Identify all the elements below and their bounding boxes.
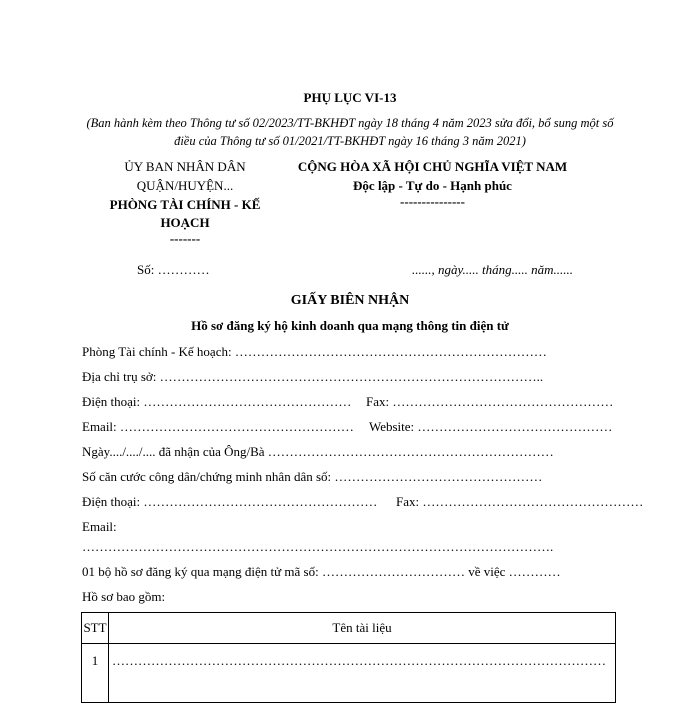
document-name-header: Tên tài liệu bbox=[109, 613, 616, 644]
applicant-email-dots: ………………………………………………………………………………………………. bbox=[82, 539, 554, 554]
applicant-email-label: Email: bbox=[82, 519, 117, 534]
national-motto: Độc lập - Tự do - Hạnh phúc bbox=[353, 178, 512, 193]
appendix-note: (Ban hành kèm theo Thông tư số 02/2023/TT-BKHĐT ngày 18 tháng 4 năm 2023 sửa đổi, bổ sung một số điều của Thông tư số 01/2021/TT-BKHĐT ngày 16 tháng 3 năm 2021) bbox=[86, 116, 614, 148]
row-number: 1 bbox=[82, 644, 109, 703]
document-number: Số: ………… bbox=[137, 262, 210, 277]
documents-included-label: Hồ sơ bao gồm: bbox=[82, 589, 166, 604]
phone-field: Điện thoại: ………………………………………… bbox=[82, 394, 352, 409]
received-from-field: Ngày..../..../.... đã nhận của Ông/Bà ………………………………………………………… bbox=[82, 444, 554, 459]
national-title: CỘNG HÒA XÃ HỘI CHỦ NGHĨA VIỆT NAM bbox=[297, 159, 568, 174]
office-field: Phòng Tài chính - Kế hoạch: ……………………………………………………………… bbox=[82, 344, 547, 359]
address-field: Địa chỉ trụ sở: …………………………………………………………………………….. bbox=[82, 369, 544, 384]
table-row bbox=[82, 644, 616, 703]
right-header-divider: --------------- bbox=[400, 194, 465, 209]
row-document-name bbox=[109, 644, 616, 703]
authority-name: ỦY BAN NHÂN DÂN bbox=[124, 159, 246, 174]
documents-table bbox=[81, 612, 616, 703]
receipt-title: GIẤY BIÊN NHẬN bbox=[290, 293, 410, 308]
stt-header: STT bbox=[82, 613, 109, 644]
document-date: ......, ngày..... tháng..... năm...... bbox=[412, 262, 574, 277]
department-name-line2: HOẠCH bbox=[160, 215, 210, 230]
fax-field: Fax: …………………………………………… bbox=[366, 394, 614, 409]
department-name-line1: PHÒNG TÀI CHÍNH - KẾ bbox=[109, 197, 261, 212]
applicant-fax-field: Fax: …………………………………………… bbox=[396, 494, 644, 509]
row-dots: …………………………………………………………………………………………………… bbox=[112, 653, 606, 668]
online-submission-field: 01 bộ hồ sơ đăng ký qua mạng điện tử mã số: …………………………… về việc ………… bbox=[82, 564, 561, 579]
left-header-divider: ------- bbox=[169, 231, 201, 246]
id-number-field: Số căn cước công dân/chứng minh nhân dân số: ………………………………………… bbox=[82, 469, 543, 484]
email-field: Email: ……………………………………………… bbox=[82, 419, 354, 434]
website-field: Website: ……………………………………… bbox=[369, 419, 613, 434]
district-name: QUẬN/HUYỆN... bbox=[136, 178, 234, 193]
receipt-subtitle: Hồ sơ đăng ký hộ kinh doanh qua mạng thông tin điện tử bbox=[191, 318, 509, 333]
appendix-title: PHỤ LỤC VI-13 bbox=[303, 90, 397, 105]
applicant-phone-field: Điện thoại: ……………………………………………… bbox=[82, 494, 378, 509]
table-header-row bbox=[82, 613, 616, 644]
